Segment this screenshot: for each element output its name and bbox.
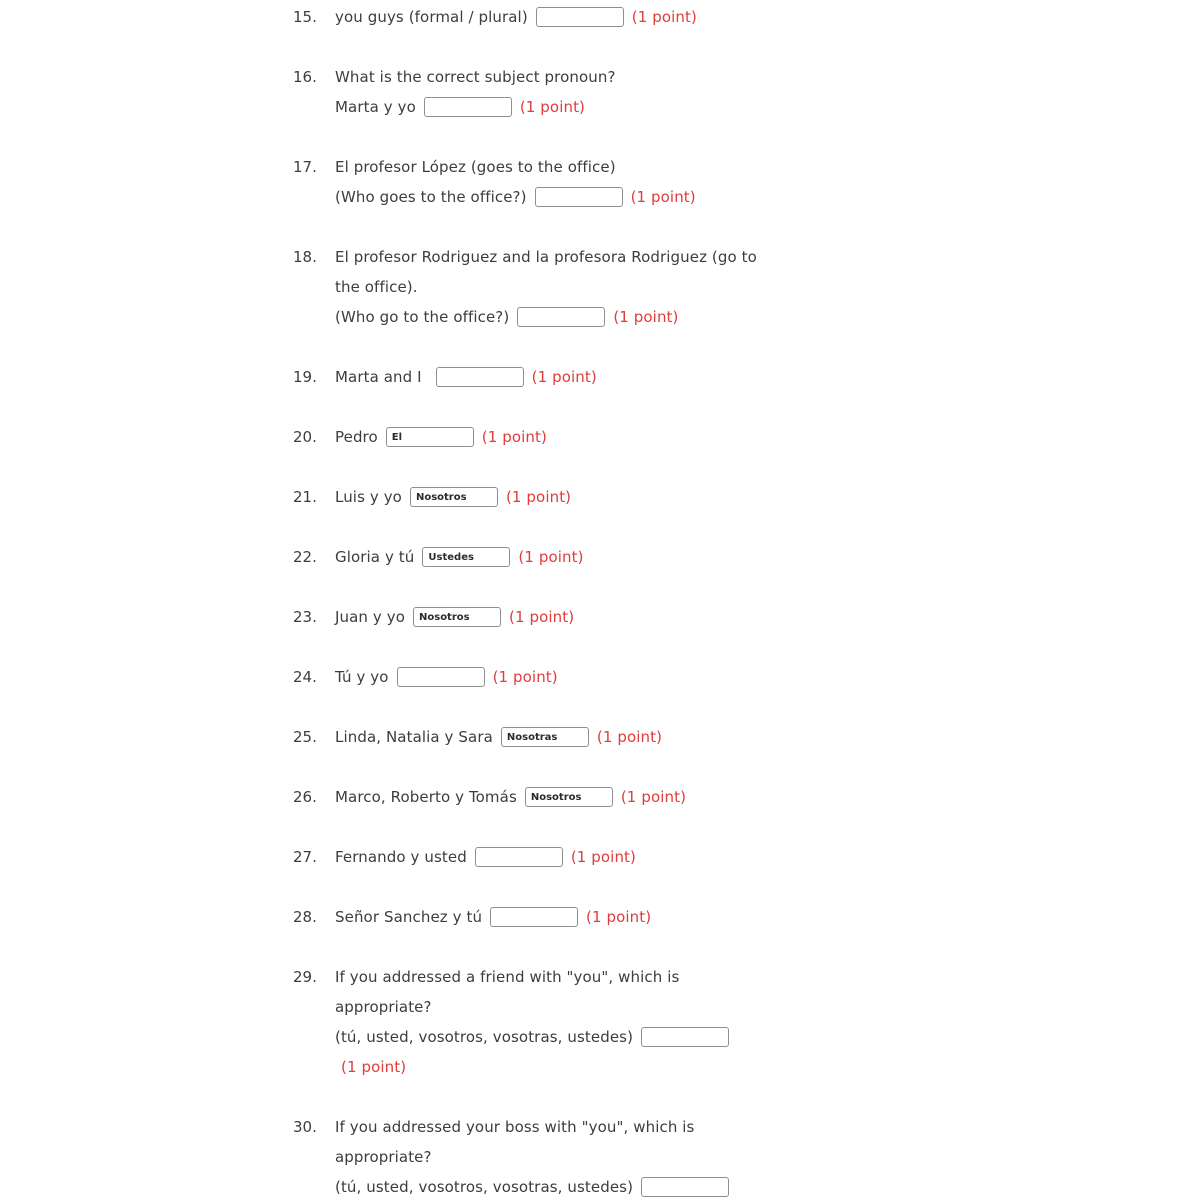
question-line	[335, 782, 835, 812]
question-line	[335, 422, 835, 452]
question-line	[335, 182, 835, 212]
question-text: Señor Sanchez y tú	[335, 908, 483, 926]
question-body	[335, 62, 835, 122]
answer-input[interactable]	[475, 847, 563, 867]
question-line	[335, 242, 835, 272]
question-line	[335, 962, 835, 992]
question-body	[335, 782, 835, 812]
question-body	[335, 722, 835, 752]
question-line	[335, 362, 835, 392]
question-item	[293, 62, 1198, 122]
question-text: appropriate?	[335, 998, 432, 1016]
question-line	[335, 1112, 835, 1142]
question-number: 30.	[293, 1118, 317, 1136]
question-number: 16.	[293, 68, 317, 86]
question-line	[335, 1142, 835, 1172]
question-number: 27.	[293, 848, 317, 866]
question-body	[335, 1112, 835, 1200]
question-body	[335, 842, 835, 872]
question-text: Fernando y usted	[335, 848, 467, 866]
answer-input[interactable]	[397, 667, 485, 687]
points-label: (1 point)	[519, 98, 586, 116]
question-text: (tú, usted, vosotros, vosotras, ustedes)	[335, 1028, 634, 1046]
points-label: (1 point)	[586, 908, 652, 926]
points-label: (1 point)	[505, 488, 572, 506]
question-body	[335, 2, 835, 32]
question-item	[293, 362, 1198, 392]
question-number: 15.	[293, 8, 317, 26]
question-line	[335, 92, 835, 122]
question-line	[335, 722, 835, 752]
answer-input[interactable]	[535, 187, 623, 207]
question-item	[293, 2, 1198, 32]
question-number: 24.	[293, 668, 317, 686]
question-number: 26.	[293, 788, 317, 806]
question-text: If you addressed your boss with "you", which is	[335, 1118, 695, 1136]
answer-input[interactable]	[413, 607, 501, 627]
question-text: What is the correct subject pronoun?	[335, 68, 616, 86]
points-label: (1 point)	[570, 848, 636, 866]
question-number: 17.	[293, 158, 317, 176]
question-text: Marco, Roberto y Tomás	[335, 788, 517, 806]
question-body	[335, 362, 835, 392]
question-body	[335, 602, 835, 632]
question-text: Luis y yo	[335, 488, 402, 506]
question-text: the office).	[335, 278, 418, 296]
question-list	[293, 2, 1198, 1200]
answer-input[interactable]	[641, 1177, 729, 1197]
question-item	[293, 842, 1198, 872]
question-line	[335, 272, 835, 302]
question-line	[335, 662, 835, 692]
question-item	[293, 722, 1198, 752]
points-label: (1 point)	[630, 188, 696, 206]
answer-input[interactable]	[525, 787, 613, 807]
answer-input[interactable]	[424, 97, 512, 117]
question-line	[335, 2, 835, 32]
question-body	[335, 482, 835, 512]
question-item	[293, 962, 1198, 1082]
answer-input[interactable]	[422, 547, 510, 567]
question-text: (Who goes to the office?)	[335, 188, 527, 206]
question-text: Marta y yo	[335, 98, 416, 116]
points-label: (1 point)	[596, 728, 663, 746]
question-line	[335, 842, 835, 872]
answer-input[interactable]	[641, 1027, 729, 1047]
question-number: 25.	[293, 728, 317, 746]
question-text: If you addressed a friend with "you", which is	[335, 968, 680, 986]
question-number: 29.	[293, 968, 317, 986]
question-body	[335, 902, 835, 932]
question-item	[293, 902, 1198, 932]
question-number: 19.	[293, 368, 317, 386]
question-body	[335, 542, 835, 572]
points-label: (1 point)	[509, 608, 575, 626]
question-line	[335, 1052, 835, 1082]
question-number: 21.	[293, 488, 317, 506]
question-text: Marta and I	[335, 368, 422, 386]
question-body	[335, 662, 835, 692]
points-label: (1 point)	[613, 308, 679, 326]
answer-input[interactable]	[536, 7, 624, 27]
question-line	[335, 902, 835, 932]
question-item	[293, 662, 1198, 692]
question-number: 23.	[293, 608, 317, 626]
question-text: Linda, Natalia y Sara	[335, 728, 493, 746]
question-item	[293, 422, 1198, 452]
question-line	[335, 482, 835, 512]
points-label: (1 point)	[620, 788, 687, 806]
question-line	[335, 992, 835, 1022]
question-number: 28.	[293, 908, 317, 926]
question-line	[335, 62, 835, 92]
answer-input[interactable]	[501, 727, 589, 747]
question-item	[293, 782, 1198, 812]
question-line	[335, 542, 835, 572]
question-number: 20.	[293, 428, 317, 446]
question-item	[293, 242, 1198, 332]
question-body	[335, 242, 835, 332]
answer-input[interactable]	[490, 907, 578, 927]
points-label: (1 point)	[341, 1058, 407, 1076]
question-body	[335, 962, 835, 1082]
question-line	[335, 302, 835, 332]
answer-input[interactable]	[436, 367, 524, 387]
question-line	[335, 602, 835, 632]
question-text: appropriate?	[335, 1148, 432, 1166]
answer-input[interactable]	[517, 307, 605, 327]
points-label: (1 point)	[481, 428, 547, 446]
question-number: 18.	[293, 248, 317, 266]
answer-input[interactable]	[410, 487, 498, 507]
question-text: Pedro	[335, 428, 378, 446]
answer-input[interactable]	[386, 427, 474, 447]
question-line	[335, 1172, 835, 1200]
question-line	[335, 152, 835, 182]
question-text: El profesor López (goes to the office)	[335, 158, 616, 176]
question-body	[335, 422, 835, 452]
question-text: (tú, usted, vosotros, vosotras, ustedes)	[335, 1178, 634, 1196]
points-label: (1 point)	[492, 668, 558, 686]
points-label: (1 point)	[531, 368, 597, 386]
question-body	[335, 152, 835, 212]
question-item	[293, 1112, 1198, 1200]
question-text: you guys (formal / plural)	[335, 8, 528, 26]
question-number: 22.	[293, 548, 317, 566]
question-item	[293, 542, 1198, 572]
question-text: Gloria y tú	[335, 548, 415, 566]
question-item	[293, 602, 1198, 632]
question-item	[293, 152, 1198, 212]
points-label: (1 point)	[518, 548, 584, 566]
question-text: Juan y yo	[335, 608, 405, 626]
question-item	[293, 482, 1198, 512]
question-text: (Who go to the office?)	[335, 308, 510, 326]
points-label: (1 point)	[631, 8, 697, 26]
question-text: El profesor Rodriguez and la profesora Rodriguez (go to	[335, 248, 757, 266]
question-line	[335, 1022, 835, 1052]
question-text: Tú y yo	[335, 668, 389, 686]
